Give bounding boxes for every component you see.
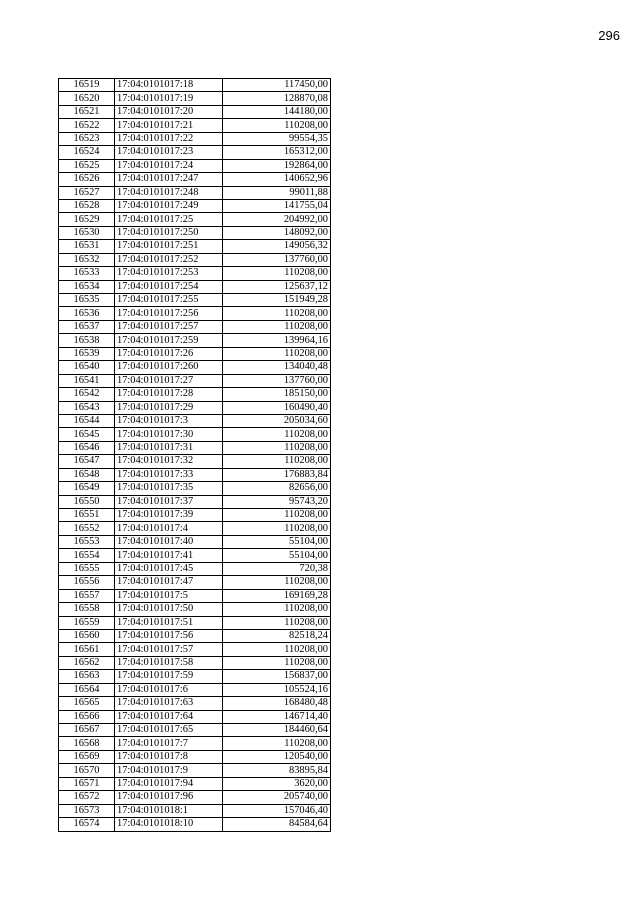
row-number-cell: 16530 (59, 226, 115, 239)
cadastral-number-cell: 17:04:0101017:96 (115, 791, 223, 804)
row-number-cell: 16558 (59, 603, 115, 616)
cadastral-number-cell: 17:04:0101017:3 (115, 414, 223, 427)
row-number-cell: 16545 (59, 428, 115, 441)
cadastral-value-cell: 82518,24 (223, 629, 331, 642)
row-number-cell: 16547 (59, 455, 115, 468)
row-number-cell: 16563 (59, 670, 115, 683)
row-number-cell: 16565 (59, 697, 115, 710)
table-row (59, 482, 331, 495)
row-number-cell: 16529 (59, 213, 115, 226)
cadastral-value-cell: 185150,00 (223, 388, 331, 401)
cadastral-value-cell: 99011,88 (223, 186, 331, 199)
row-number-cell: 16535 (59, 294, 115, 307)
cadastral-value-cell: 151949,28 (223, 294, 331, 307)
table-row (59, 697, 331, 710)
row-number-cell: 16540 (59, 361, 115, 374)
cadastral-number-cell: 17:04:0101017:250 (115, 226, 223, 239)
row-number-cell: 16539 (59, 347, 115, 360)
cadastral-value-cell: 110208,00 (223, 737, 331, 750)
cadastral-value-cell: 110208,00 (223, 267, 331, 280)
cadastral-number-cell: 17:04:0101017:256 (115, 307, 223, 320)
cadastral-value-cell: 110208,00 (223, 603, 331, 616)
table-row (59, 307, 331, 320)
row-number-cell: 16568 (59, 737, 115, 750)
cadastral-number-cell: 17:04:0101017:21 (115, 119, 223, 132)
row-number-cell: 16520 (59, 92, 115, 105)
cadastral-number-cell: 17:04:0101017:251 (115, 240, 223, 253)
table-row (59, 468, 331, 481)
cadastral-value-cell: 99554,35 (223, 132, 331, 145)
table-row (59, 414, 331, 427)
cadastral-number-cell: 17:04:0101017:31 (115, 441, 223, 454)
cadastral-number-cell: 17:04:0101017:59 (115, 670, 223, 683)
cadastral-number-cell: 17:04:0101017:25 (115, 213, 223, 226)
cadastral-value-cell: 139964,16 (223, 334, 331, 347)
table-row (59, 656, 331, 669)
cadastral-number-cell: 17:04:0101017:30 (115, 428, 223, 441)
cadastral-value-cell: 95743,20 (223, 495, 331, 508)
cadastral-number-cell: 17:04:0101017:27 (115, 374, 223, 387)
cadastral-number-cell: 17:04:0101017:37 (115, 495, 223, 508)
cadastral-value-cell: 204992,00 (223, 213, 331, 226)
row-number-cell: 16527 (59, 186, 115, 199)
cadastral-value-cell: 169169,28 (223, 589, 331, 602)
row-number-cell: 16562 (59, 656, 115, 669)
row-number-cell: 16559 (59, 616, 115, 629)
table-row (59, 495, 331, 508)
row-number-cell: 16543 (59, 401, 115, 414)
row-number-cell: 16560 (59, 629, 115, 642)
cadastral-number-cell: 17:04:0101017:64 (115, 710, 223, 723)
row-number-cell: 16546 (59, 441, 115, 454)
cadastral-number-cell: 17:04:0101017:22 (115, 132, 223, 145)
table-row (59, 724, 331, 737)
cadastral-value-cell: 110208,00 (223, 119, 331, 132)
row-number-cell: 16564 (59, 683, 115, 696)
cadastral-number-cell: 17:04:0101017:28 (115, 388, 223, 401)
cadastral-value-cell: 110208,00 (223, 576, 331, 589)
cadastral-number-cell: 17:04:0101017:249 (115, 199, 223, 212)
cadastral-number-cell: 17:04:0101017:254 (115, 280, 223, 293)
cadastral-number-cell: 17:04:0101017:247 (115, 173, 223, 186)
table-row (59, 105, 331, 118)
table-row (59, 549, 331, 562)
cadastral-number-cell: 17:04:0101017:51 (115, 616, 223, 629)
row-number-cell: 16556 (59, 576, 115, 589)
table-row (59, 320, 331, 333)
cadastral-number-cell: 17:04:0101017:253 (115, 267, 223, 280)
cadastral-value-cell: 110208,00 (223, 347, 331, 360)
cadastral-number-cell: 17:04:0101017:9 (115, 764, 223, 777)
table-row (59, 159, 331, 172)
row-number-cell: 16557 (59, 589, 115, 602)
table-row (59, 173, 331, 186)
row-number-cell: 16532 (59, 253, 115, 266)
cadastral-number-cell: 17:04:0101017:20 (115, 105, 223, 118)
row-number-cell: 16523 (59, 132, 115, 145)
table-row (59, 455, 331, 468)
cadastral-value-cell: 134040,48 (223, 361, 331, 374)
cadastral-number-cell: 17:04:0101017:57 (115, 643, 223, 656)
cadastral-number-cell: 17:04:0101017:41 (115, 549, 223, 562)
table-row (59, 240, 331, 253)
cadastral-value-cell: 117450,00 (223, 79, 331, 92)
cadastral-value-cell: 84584,64 (223, 818, 331, 831)
cadastral-number-cell: 17:04:0101017:32 (115, 455, 223, 468)
row-number-cell: 16572 (59, 791, 115, 804)
cadastral-number-cell: 17:04:0101017:35 (115, 482, 223, 495)
cadastral-value-cell: 110208,00 (223, 616, 331, 629)
cadastral-value-cell: 144180,00 (223, 105, 331, 118)
row-number-cell: 16561 (59, 643, 115, 656)
table-row (59, 388, 331, 401)
cadastral-value-cell: 110208,00 (223, 656, 331, 669)
cadastral-number-cell: 17:04:0101017:58 (115, 656, 223, 669)
cadastral-number-cell: 17:04:0101017:33 (115, 468, 223, 481)
cadastral-value-cell: 205034,60 (223, 414, 331, 427)
cadastral-value-table (58, 78, 331, 832)
cadastral-value-cell: 137760,00 (223, 374, 331, 387)
cadastral-number-cell: 17:04:0101017:39 (115, 509, 223, 522)
table-row (59, 603, 331, 616)
cadastral-number-cell: 17:04:0101017:94 (115, 777, 223, 790)
cadastral-number-cell: 17:04:0101017:8 (115, 750, 223, 763)
table-row (59, 374, 331, 387)
row-number-cell: 16524 (59, 146, 115, 159)
row-number-cell: 16551 (59, 509, 115, 522)
cadastral-value-cell: 110208,00 (223, 643, 331, 656)
row-number-cell: 16550 (59, 495, 115, 508)
row-number-cell: 16574 (59, 818, 115, 831)
table-row (59, 213, 331, 226)
cadastral-value-cell: 176883,84 (223, 468, 331, 481)
row-number-cell: 16533 (59, 267, 115, 280)
cadastral-value-cell: 128870,08 (223, 92, 331, 105)
table-row (59, 791, 331, 804)
cadastral-value-cell: 110208,00 (223, 320, 331, 333)
cadastral-value-cell: 192864,00 (223, 159, 331, 172)
row-number-cell: 16544 (59, 414, 115, 427)
row-number-cell: 16525 (59, 159, 115, 172)
cadastral-value-cell: 120540,00 (223, 750, 331, 763)
row-number-cell: 16569 (59, 750, 115, 763)
cadastral-value-cell: 156837,00 (223, 670, 331, 683)
cadastral-number-cell: 17:04:0101017:252 (115, 253, 223, 266)
cadastral-value-cell: 110208,00 (223, 428, 331, 441)
cadastral-number-cell: 17:04:0101017:259 (115, 334, 223, 347)
row-number-cell: 16549 (59, 482, 115, 495)
row-number-cell: 16534 (59, 280, 115, 293)
cadastral-value-cell: 83895,84 (223, 764, 331, 777)
cadastral-number-cell: 17:04:0101017:47 (115, 576, 223, 589)
cadastral-number-cell: 17:04:0101017:24 (115, 159, 223, 172)
cadastral-value-cell: 148092,00 (223, 226, 331, 239)
row-number-cell: 16553 (59, 535, 115, 548)
table-row (59, 347, 331, 360)
cadastral-number-cell: 17:04:0101017:65 (115, 724, 223, 737)
row-number-cell: 16537 (59, 320, 115, 333)
table-row (59, 589, 331, 602)
table-row (59, 92, 331, 105)
cadastral-number-cell: 17:04:0101017:63 (115, 697, 223, 710)
cadastral-value-cell: 720,38 (223, 562, 331, 575)
cadastral-value-cell: 184460,64 (223, 724, 331, 737)
cadastral-value-cell: 205740,00 (223, 791, 331, 804)
table-row (59, 683, 331, 696)
table-row (59, 186, 331, 199)
row-number-cell: 16542 (59, 388, 115, 401)
table-row (59, 119, 331, 132)
table-row (59, 535, 331, 548)
table-row (59, 764, 331, 777)
row-number-cell: 16522 (59, 119, 115, 132)
cadastral-number-cell: 17:04:0101017:7 (115, 737, 223, 750)
cadastral-value-cell: 160490,40 (223, 401, 331, 414)
table-row (59, 146, 331, 159)
cadastral-value-cell: 3620,00 (223, 777, 331, 790)
row-number-cell: 16541 (59, 374, 115, 387)
table-row (59, 441, 331, 454)
cadastral-number-cell: 17:04:0101018:10 (115, 818, 223, 831)
cadastral-value-cell: 82656,00 (223, 482, 331, 495)
row-number-cell: 16552 (59, 522, 115, 535)
table-row (59, 522, 331, 535)
row-number-cell: 16554 (59, 549, 115, 562)
table-row (59, 804, 331, 817)
table-row (59, 428, 331, 441)
cadastral-number-cell: 17:04:0101017:248 (115, 186, 223, 199)
table-row (59, 616, 331, 629)
table-row (59, 226, 331, 239)
cadastral-value-cell: 141755,04 (223, 199, 331, 212)
row-number-cell: 16573 (59, 804, 115, 817)
table-row (59, 777, 331, 790)
cadastral-value-cell: 105524,16 (223, 683, 331, 696)
cadastral-number-cell: 17:04:0101017:6 (115, 683, 223, 696)
table-row (59, 818, 331, 831)
cadastral-number-cell: 17:04:0101017:255 (115, 294, 223, 307)
row-number-cell: 16570 (59, 764, 115, 777)
table-row (59, 737, 331, 750)
cadastral-number-cell: 17:04:0101017:4 (115, 522, 223, 535)
table-row (59, 710, 331, 723)
row-number-cell: 16519 (59, 79, 115, 92)
cadastral-value-cell: 149056,32 (223, 240, 331, 253)
cadastral-value-cell: 110208,00 (223, 509, 331, 522)
cadastral-value-cell: 157046,40 (223, 804, 331, 817)
cadastral-value-cell: 125637,12 (223, 280, 331, 293)
table-row (59, 401, 331, 414)
table-row (59, 253, 331, 266)
table-row (59, 267, 331, 280)
table-row (59, 294, 331, 307)
table-row (59, 199, 331, 212)
row-number-cell: 16531 (59, 240, 115, 253)
cadastral-number-cell: 17:04:0101017:19 (115, 92, 223, 105)
cadastral-number-cell: 17:04:0101017:23 (115, 146, 223, 159)
row-number-cell: 16555 (59, 562, 115, 575)
cadastral-value-cell: 146714,40 (223, 710, 331, 723)
row-number-cell: 16548 (59, 468, 115, 481)
cadastral-value-cell: 55104,00 (223, 535, 331, 548)
row-number-cell: 16526 (59, 173, 115, 186)
cadastral-value-cell: 137760,00 (223, 253, 331, 266)
cadastral-number-cell: 17:04:0101017:18 (115, 79, 223, 92)
table-row (59, 629, 331, 642)
cadastral-number-cell: 17:04:0101017:29 (115, 401, 223, 414)
table-row (59, 132, 331, 145)
row-number-cell: 16528 (59, 199, 115, 212)
cadastral-value-cell: 140652,96 (223, 173, 331, 186)
row-number-cell: 16567 (59, 724, 115, 737)
row-number-cell: 16521 (59, 105, 115, 118)
row-number-cell: 16566 (59, 710, 115, 723)
cadastral-number-cell: 17:04:0101017:56 (115, 629, 223, 642)
page-number: 296 (598, 28, 620, 43)
cadastral-number-cell: 17:04:0101017:40 (115, 535, 223, 548)
cadastral-value-cell: 168480,48 (223, 697, 331, 710)
cadastral-number-cell: 17:04:0101017:45 (115, 562, 223, 575)
table-row (59, 334, 331, 347)
row-number-cell: 16538 (59, 334, 115, 347)
table-row (59, 643, 331, 656)
table-row (59, 576, 331, 589)
cadastral-number-cell: 17:04:0101017:260 (115, 361, 223, 374)
table-row (59, 509, 331, 522)
cadastral-value-cell: 110208,00 (223, 307, 331, 320)
cadastral-value-cell: 110208,00 (223, 522, 331, 535)
table-row (59, 562, 331, 575)
cadastral-number-cell: 17:04:0101017:26 (115, 347, 223, 360)
row-number-cell: 16536 (59, 307, 115, 320)
table-row (59, 361, 331, 374)
row-number-cell: 16571 (59, 777, 115, 790)
table-row (59, 750, 331, 763)
cadastral-number-cell: 17:04:0101017:5 (115, 589, 223, 602)
table-body (59, 79, 331, 832)
cadastral-value-cell: 55104,00 (223, 549, 331, 562)
cadastral-number-cell: 17:04:0101017:50 (115, 603, 223, 616)
table-row (59, 79, 331, 92)
table-row (59, 280, 331, 293)
cadastral-number-cell: 17:04:0101018:1 (115, 804, 223, 817)
cadastral-value-cell: 165312,00 (223, 146, 331, 159)
table-row (59, 670, 331, 683)
cadastral-number-cell: 17:04:0101017:257 (115, 320, 223, 333)
cadastral-value-cell: 110208,00 (223, 455, 331, 468)
cadastral-value-cell: 110208,00 (223, 441, 331, 454)
